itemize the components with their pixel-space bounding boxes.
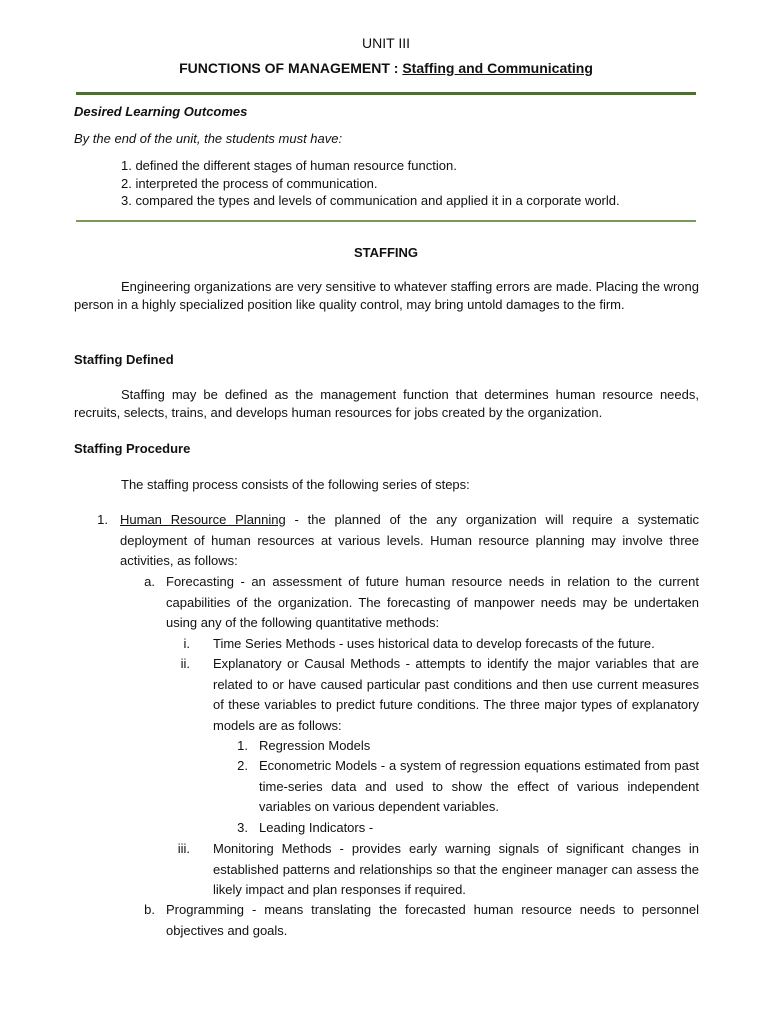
outcome-item: 3. compared the types and levels of communication and applied it in a corporate world. xyxy=(121,193,620,208)
outcome-item: 1. defined the different stages of human resource function. xyxy=(121,158,457,173)
list-marker: a. xyxy=(144,574,155,589)
bottom-divider xyxy=(76,220,696,222)
section-heading-staffing: STAFFING xyxy=(353,245,419,260)
list-item-monitoring-methods: Monitoring Methods - provides early warning signals of significant changes in established patterns and relationships so that the engineer manager can assess the likely impact and plan responses if required. xyxy=(213,841,699,897)
list-item-human-resource-planning xyxy=(120,510,699,572)
list-marker: ii. xyxy=(180,656,190,671)
outcome-item: 2. interpreted the process of communication. xyxy=(121,176,378,191)
list-marker: iii. xyxy=(177,841,190,856)
title-main: FUNCTIONS OF MANAGEMENT : xyxy=(179,60,403,76)
list-item-explanatory-methods: Explanatory or Causal Methods - attempts to identify the major variables that are related to or have caused particular past conditions and then use current measures of these variables to predict future conditions. The three major types of explanatory models are as follows: xyxy=(213,656,699,733)
list-marker: i. xyxy=(183,636,190,651)
page-title xyxy=(0,60,768,76)
staffing-procedure-heading: Staffing Procedure xyxy=(74,441,191,456)
title-subtitle: Staffing and Communicating xyxy=(402,60,593,76)
list-item-econometric-models: Econometric Models - a system of regression equations estimated from past time-series data and used to show the effect of various independent variables on various dependent variables. xyxy=(259,758,699,814)
list-marker: 1. xyxy=(237,738,248,753)
staffing-procedure-intro: The staffing process consists of the following series of steps: xyxy=(121,477,470,492)
list-item-time-series: Time Series Methods - uses historical data to develop forecasts of the future. xyxy=(213,636,655,651)
staffing-defined-heading: Staffing Defined xyxy=(74,352,174,367)
unit-label: UNIT III xyxy=(362,35,410,51)
outcomes-intro: By the end of the unit, the students must have: xyxy=(74,131,343,146)
list-marker: b. xyxy=(144,902,155,917)
list-marker: 1. xyxy=(97,512,108,527)
list-item-leading-indicators: Leading Indicators - xyxy=(259,820,374,835)
list-item-forecasting: Forecasting - an assessment of future human resource needs in relation to the current capabilities of the organization. The forecasting of manpower needs may be undertaken using any of the following quantitative methods: xyxy=(166,574,699,630)
list-item-text: - the planned of the any organization will require a systematic deployment of human resources at various levels. Human resource planning may involve three activities, as follows: xyxy=(120,512,699,568)
staffing-intro-paragraph: Engineering organizations are very sensitive to whatever staffing errors are made. Placing the wrong person in a highly specialized position like quality control, may bring untold damages to the firm. xyxy=(74,279,699,312)
outcomes-heading: Desired Learning Outcomes xyxy=(74,104,248,119)
staffing-defined-paragraph: Staffing may be defined as the management function that determines human resource needs, recruits, selects, trains, and develops human resources for jobs created by the organization. xyxy=(74,387,699,420)
list-marker: 2. xyxy=(237,758,248,773)
list-item-programming: Programming - means translating the forecasted human resource needs to personnel objectives and goals. xyxy=(166,902,699,938)
list-item-title: Human Resource Planning xyxy=(120,512,286,527)
top-divider xyxy=(76,92,696,95)
list-marker: 3. xyxy=(237,820,248,835)
list-item-regression-models: Regression Models xyxy=(259,738,371,753)
